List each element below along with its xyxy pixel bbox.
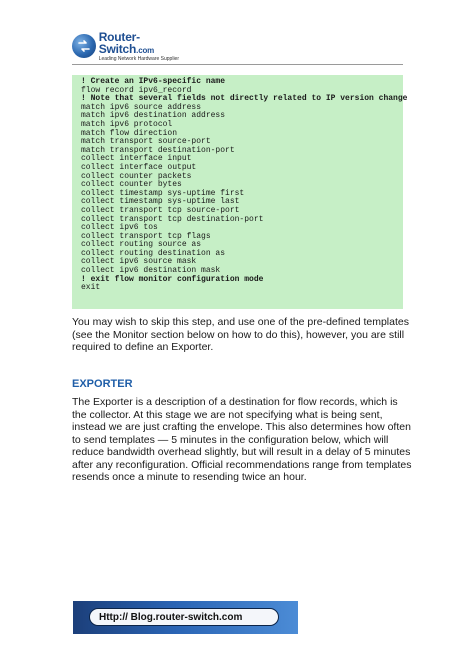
site-logo — [72, 29, 194, 63]
code-line: ! exit flow monitor configuration mode — [81, 274, 264, 284]
footer-banner — [73, 601, 298, 634]
code-line: match ipv6 destination address — [81, 111, 226, 121]
code-line: collect ipv6 tos — [81, 223, 158, 233]
code-line: match ipv6 protocol — [81, 119, 173, 129]
intro-paragraph: You may wish to skip this step, and use one of the pre-defined templates (see the Monitor section below on how to do this), however, you are still required to define an Exporter. — [72, 316, 409, 353]
logo-tagline: Leading Network Hardware Supplier — [98, 55, 180, 62]
blog-link[interactable]: Http:// Blog.router-switch.com — [89, 608, 279, 626]
code-line: exit — [81, 283, 101, 293]
code-line: collect counter bytes — [81, 180, 182, 190]
code-line: collect transport tcp destination-port — [81, 214, 264, 224]
code-line: collect ipv6 source mask — [81, 257, 197, 267]
code-line: match transport source-port — [81, 137, 211, 147]
logo-name: Router-Switch.com — [98, 29, 155, 56]
code-line: match transport destination-port — [81, 145, 235, 155]
code-line: collect transport tcp flags — [81, 231, 211, 241]
exporter-paragraph: The Exporter is a description of a destination for flow records, which is the collector. At this stage we are not specifying what is being sent, instead we are just crafting the envelope. This also determines how often to send templates — 5 minutes in the configuration below, which will reduce bandwidth overhead slightly, but will result in a delay of 5 minutes after any reconfiguration. Official recommendations range from templates resends once a minute to resending twice an hour. — [72, 396, 412, 483]
code-line: match ipv6 source address — [81, 102, 202, 112]
code-line: flow record ipv6_record — [81, 85, 192, 95]
code-line: collect transport tcp source-port — [81, 205, 240, 215]
code-line: ! Note that several fields not directly related to IP version change — [81, 94, 408, 104]
code-line: collect interface input — [81, 154, 192, 164]
code-line: collect interface output — [81, 162, 197, 172]
code-line: collect ipv6 destination mask — [81, 266, 221, 276]
code-line: match flow direction — [81, 128, 178, 138]
code-block — [72, 75, 408, 309]
code-line: ! Create an IPv6-specific name — [81, 77, 226, 86]
code-line: collect routing source as — [81, 240, 202, 250]
header-divider — [72, 64, 403, 65]
logo-globe-icon — [72, 34, 96, 58]
code-line: collect timestamp sys-uptime first — [81, 188, 245, 198]
logo-suffix: .com — [136, 45, 155, 55]
section-heading-exporter: EXPORTER — [72, 378, 133, 390]
code-line: collect counter packets — [81, 171, 192, 181]
code-line: collect timestamp sys-uptime last — [81, 197, 240, 207]
code-line: collect routing destination as — [81, 248, 226, 258]
